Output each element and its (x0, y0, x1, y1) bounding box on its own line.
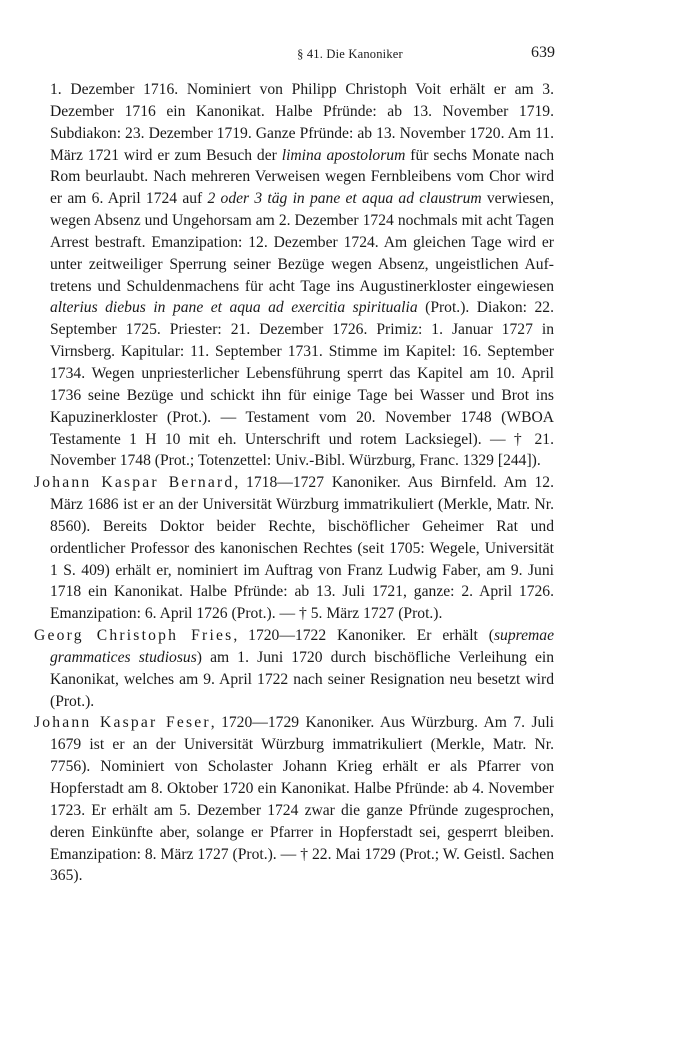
entry-continuation (34, 79, 554, 472)
latin-phrase: limina apostolorum (281, 146, 406, 164)
canon-name: Georg Christoph Fries (34, 627, 234, 645)
running-head (0, 42, 700, 64)
entry-text: , 1720—1722 Kanoniker. Er erhält ( (233, 627, 494, 645)
entry-fries (34, 625, 554, 712)
latin-phrase: 2 oder 3 täg in pane et aqua ad claustrum (207, 190, 482, 208)
page-number: 639 (531, 44, 555, 61)
entry-text: , 1718—1727 Kanoniker. Aus Birnfeld. Am 12. März 1686 ist er an der Universität Würzburg immatrikuliert (Merkle, Matr. Nr. 8560). Bereits Doktor beider Rechte, bischöflicher Geheimer Rat und ordentlicher Professor des kanonischen Rechtes (seit 1705: Wegele, Universität 1 S. 409) erhält er, nominiert im Auftrag von Franz Ludwig Faber, am 9. Juni 1718 ein Kanonikat. Halbe Pfründe: ab 13. Juli 1721, ganze: 2. April 1726. Emanzipation: 6. April 1726 (Prot.). — † 5. März 1727 (Prot.). (50, 474, 555, 623)
entry-bernard (34, 472, 554, 625)
canon-name: Johann Kaspar Feser (34, 714, 211, 732)
running-title: § 41. Die Kanoniker (297, 47, 403, 61)
entry-text: 1. Dezember 1716. Nominiert von Philipp Christoph Voit erhält er am 3. Dezember 1716 ein Kanonikat. Halbe Pfründe: ab 13. November 1719. Subdiakon: 23. Dezember 1719. Ganze Pfründe: ab 13. November 1720. Am 11. März 1721 wird er zum Besuch der (50, 81, 554, 164)
latin-phrase: supremae grammatices studiosus (50, 627, 555, 666)
entry-feser (34, 712, 554, 887)
entry-text: verwiesen, wegen Absenz und Ungehorsam am 2. Dezember 1724 nochmals mit acht Tagen Arrest bestraft. Emanzipation: 12. Dezember 1724. Am gleichen Tage wird er unter zeitweiliger Sperrung seiner Bezüge wegen Absenz, ungeistlichen Auftretens und Schuldenmachens für acht Tage ins Augustinerkloster eingewiesen (50, 190, 554, 295)
entry-text: (Prot.). Diakon: 22. September 1725. Priester: 21. Dezember 1726. Primiz: 1. Januar 1727 in Virnsberg. Kapitular: 11. September 1731. Stimme im Kapitel: 16. September 1734. Wegen unpriesterlicher Lebensführung sperrt das Kapitel am 10. April 1736 seine Bezüge und schickt ihn für einige Tage bei Wasser und Brot ins Kapuzinerkloster (Prot.). — Testament vom 20. November 1748 (WBOA Testamente 1 H 10 mit eh. Unterschrift und rotem Lacksiegel). — † 21. November 1748 (Prot.; Totenzettel: Univ.-Bibl. Würzburg, Franc. 1329 [244]). (50, 299, 554, 470)
canon-name: Johann Kaspar Bernard (34, 474, 235, 492)
entry-text: für sechs Monate nach Rom beurlaubt. Nach mehreren Verweisen wegen Fernbleibens vom Chor wird er am 6. April 1724 auf (50, 146, 554, 208)
entry-text: ) am 1. Juni 1720 durch bischöfliche Verleihung ein Kanonikat, welches am 9. April 1722 nach seiner Resignation neu besetzt wird (Prot.). (50, 648, 554, 710)
latin-phrase: alterius diebus in pane et aqua ad exercitia spiritualia (50, 299, 418, 317)
entry-text: , 1720—1729 Kanoniker. Aus Würzburg. Am 7. Juli 1679 ist er an der Universität Würzburg immatrikuliert (Merkle, Matr. Nr. 7756). Nominiert von Scholaster Johann Krieg erhält er als Pfarrer von Hopferstadt am 8. Oktober 1720 ein Kanonikat. Halbe Pfründe: ab 4. November 1723. Er erhält am 5. Dezember 1724 zwar die ganze Pfründe zugesprochen, deren Einkünfte aber, solange er Pfarrer in Hopferstadt sei, gesperrt bleiben. Emanzipation: 8. März 1727 (Prot.). — † 22. Mai 1729 (Prot.; W. Geistl. Sachen 365). (50, 714, 554, 885)
body-text (34, 79, 554, 887)
